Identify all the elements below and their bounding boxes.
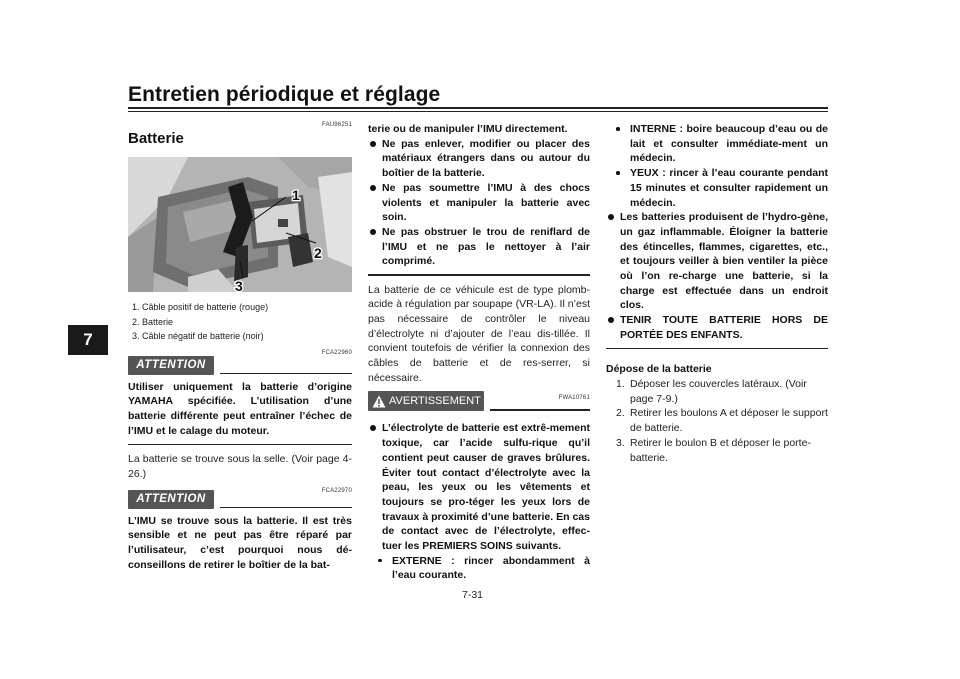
sub-list-item: INTERNE : boire beaucoup d’eau ou de lait et consulter immédiate-ment un médecin. bbox=[606, 122, 828, 166]
warning-banner bbox=[368, 391, 484, 411]
list-item: Ne pas enlever, modifier ou placer des matériaux étrangers dans ou autour du boîtier de la batterie. bbox=[368, 137, 590, 181]
callout-1: 1 bbox=[292, 187, 300, 203]
sub-list-item: EXTERNE : rincer abondamment à l’eau courante. bbox=[368, 554, 590, 583]
attention-text: L’IMU se trouve sous la batterie. Il est très sensible et ne peut pas être réparé par l’utilisateur, c’est pourquoi nous dé-conseillons de retirer le boîtier de la bat- bbox=[128, 514, 352, 571]
column-left bbox=[128, 122, 352, 572]
divider bbox=[220, 373, 352, 375]
attention-header bbox=[128, 350, 352, 376]
divider bbox=[220, 507, 352, 509]
sub-bullet-icon bbox=[616, 127, 620, 131]
list-item: Les batteries produisent de l’hydro-gène, un gaz inflammable. Éloigner la batterie des étincelles, flammes, cigarettes, etc., et toujours veiller à bien ventiler la pièce où l’on re-charge une batterie, si la charge est effectuée dans un endroit clos. bbox=[606, 210, 828, 313]
attention-text: Utiliser uniquement la batterie d’origine YAMAHA spécifiée. L’utilisation d’une batterie différente peut entraîner l’échec de l’IMU et le calage du moteur. bbox=[128, 380, 352, 437]
battery-figure bbox=[128, 157, 352, 292]
list-item: TENIR TOUTE BATTERIE HORS DE PORTÉE DES ENFANTS. bbox=[606, 313, 828, 342]
list-item: Ne pas obstruer le trou de reniflard de l’IMU et ne pas le nettoyer à l’air comprimé. bbox=[368, 225, 590, 269]
caption-item: 2. Batterie bbox=[132, 316, 174, 327]
step-item: 2. Retirer les boulons A et déposer le support de batterie. bbox=[616, 407, 828, 435]
step-item: 3. Retirer le boulon B et déposer le porte-batterie. bbox=[616, 436, 811, 464]
title-rule-thin bbox=[128, 111, 828, 112]
list-item: L’électrolyte de batterie est extrê-mement toxique, car l’acide sulfu-rique qu’il contient peut causer de graves brûlures. Éviter tout contact d’électrolyte avec la peau, les yeux ou les vêtements et toujours se pro-téger les yeux lors de travaux à proximité d’une batterie. En cas de contact avec de l’électrolyte, effec-tuer les PREMIERS SOINS suivants. bbox=[368, 421, 590, 553]
divider bbox=[606, 348, 828, 350]
sub-bullet-icon bbox=[378, 559, 382, 563]
bullet-icon bbox=[608, 214, 614, 220]
attention-text-continued: terie ou de manipuler l’IMU directement. bbox=[368, 123, 568, 135]
sub-bullet-icon bbox=[616, 171, 620, 175]
bullet-icon bbox=[370, 185, 376, 191]
column-middle bbox=[368, 122, 590, 583]
attention-header bbox=[128, 484, 352, 510]
bullet-icon bbox=[370, 425, 376, 431]
page-title: Entretien périodique et réglage bbox=[128, 83, 441, 106]
body-paragraph: La batterie se trouve sous la selle. (Voir page 4-26.) bbox=[128, 453, 352, 480]
divider bbox=[368, 274, 590, 276]
divider bbox=[128, 444, 352, 446]
bullet-icon bbox=[608, 317, 614, 323]
battery-photo-illustration bbox=[128, 157, 352, 292]
warning-triangle-icon bbox=[372, 395, 386, 408]
page-number: 7-31 bbox=[462, 589, 484, 601]
bullet-icon bbox=[370, 229, 376, 235]
title-rule bbox=[128, 107, 828, 109]
divider bbox=[490, 409, 590, 411]
caption-item: 3. Câble négatif de batterie (noir) bbox=[132, 331, 264, 342]
step-item: 1. Déposer les couvercles latéraux. (Voir page 7-9.) bbox=[616, 378, 807, 405]
subsection-title: Dépose de la batterie bbox=[606, 363, 712, 376]
callout-3: 3 bbox=[235, 278, 243, 292]
sub-list-item: YEUX : rincer à l’eau courante pendant 15 minutes et consulter rapidement un médecin. bbox=[606, 166, 828, 210]
attention-banner: ATTENTION bbox=[128, 356, 214, 375]
warning-label: AVERTISSEMENT bbox=[389, 395, 481, 408]
section-title: Batterie bbox=[128, 130, 184, 147]
removal-steps bbox=[606, 377, 828, 465]
reference-code: FWA10761 bbox=[558, 395, 590, 402]
attention-banner: ATTENTION bbox=[128, 490, 214, 509]
body-paragraph: La batterie de ce véhicule est de type plomb-acide à régulation par soupape (VR-LA). Il n’est pas nécessaire de contrôler le niveau d’électrolyte ni d’ajouter de l’eau dis-tillée. Il convient toutefois de vérifier la connexion des câbles de batterie et de res-serrer, si nécessaire. bbox=[368, 283, 590, 384]
warning-header bbox=[368, 389, 590, 417]
caption-item: 1. Câble positif de batterie (rouge) bbox=[132, 302, 269, 312]
reference-code: FCA22960 bbox=[321, 349, 352, 356]
column-right bbox=[606, 122, 828, 465]
chapter-tab: 7 bbox=[68, 325, 108, 355]
reference-code: FCA22970 bbox=[321, 487, 352, 494]
bullet-icon bbox=[370, 141, 376, 147]
figure-captions bbox=[128, 300, 352, 344]
list-item: Ne pas soumettre l’IMU à des chocs violents et manipuler la batterie avec soin. bbox=[368, 181, 590, 225]
reference-code: FAU96251 bbox=[322, 122, 352, 128]
callout-2: 2 bbox=[314, 245, 322, 261]
